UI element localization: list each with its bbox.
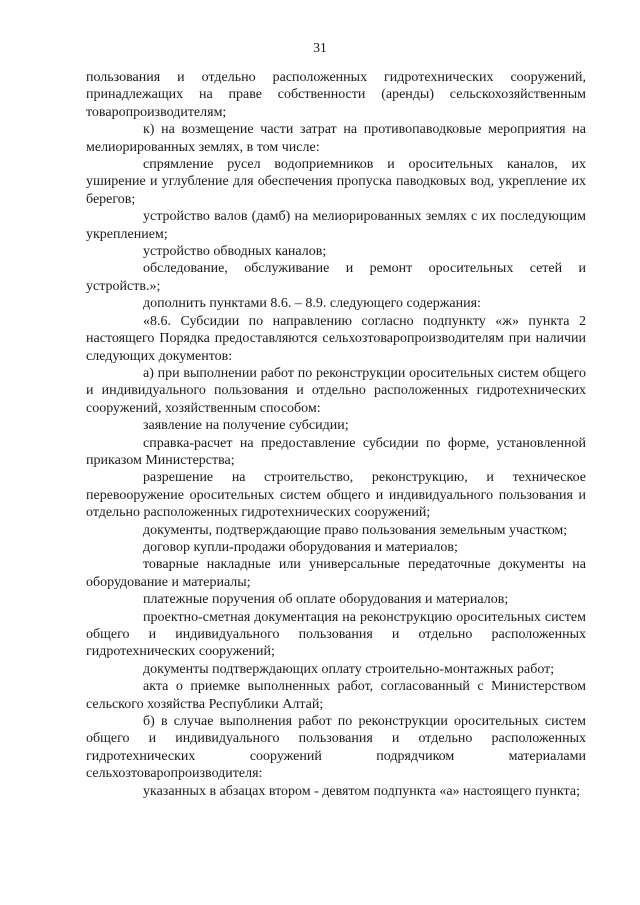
- paragraph: разрешение на строительство, реконструкцию, и техническое перевооружение оросительных систем общего и индивидуального пользования и отдельно расположенных гидротехнических сооружений;: [86, 470, 586, 521]
- paragraph: указанных в абзацах втором - девятом подпункта «а» настоящего пункта;: [143, 783, 580, 799]
- paragraph: акта о приемке выполненных работ, согласованный с Министерством сельского хозяйства Республики Алтай;: [86, 679, 586, 712]
- paragraph: «8.6. Субсидии по направлению согласно подпункту «ж» пункта 2 настоящего Порядка предоставляются сельхозтоваропроизводителям при наличии следующих документов:: [86, 313, 586, 364]
- page-number: 31: [313, 40, 327, 55]
- paragraph: проектно-сметная документация на реконструкцию оросительных систем общего и индивидуального пользования и отдельно расположенных гидротехнических сооружений;: [86, 609, 586, 660]
- paragraph: дополнить пунктами 8.6. – 8.9. следующего содержания:: [143, 296, 481, 312]
- paragraph: спрямление русел водоприемников и оросительных каналов, их уширение и углубление для обеспечения пропуска паводковых вод, укрепление их берегов;: [86, 157, 586, 207]
- paragraph: заявление на получение субсидии;: [143, 418, 349, 434]
- paragraph: обследование, обслуживание и ремонт оросительных сетей и устройств.»;: [86, 261, 586, 294]
- paragraph: платежные поручения об оплате оборудования и материалов;: [143, 592, 509, 608]
- paragraph: б) в случае выполнения работ по реконструкции оросительных систем общего и индивидуального пользования и отдельно расположенных гидротехнических сооружений подрядчиком материалами сельхозтоваропроизводителя:: [86, 714, 586, 782]
- paragraph: а) при выполнении работ по реконструкции оросительных систем общего и индивидуального пользования и отдельно расположенных гидротехнических сооружений, хозяйственным способом:: [86, 365, 586, 416]
- paragraph: документы подтверждающих оплату строительно-монтажных работ;: [143, 661, 555, 677]
- paragraph: устройство валов (дамб) на мелиорированных землях с их последующим укреплением;: [86, 209, 586, 242]
- paragraph: устройство обводных каналов;: [143, 244, 327, 260]
- paragraph: договор купли-продажи оборудования и материалов;: [143, 539, 458, 555]
- paragraph: пользования и отдельно расположенных гидротехнических сооружений, принадлежащих на праве собственности (аренды) сельскохозяйственным товаропроизводителям;: [86, 70, 586, 120]
- paragraph: товарные накладные или универсальные передаточные документы на оборудование и материалы;: [86, 557, 586, 590]
- paragraph: документы, подтверждающие право пользования земельным участком;: [143, 522, 568, 538]
- paragraph: справка-расчет на предоставление субсидии по форме, установленной приказом Министерства;: [86, 435, 586, 468]
- paragraph: к) на возмещение части затрат на противопаводковые мероприятия на мелиорированных землях, в том числе:: [86, 122, 586, 155]
- document-body: [86, 69, 586, 800]
